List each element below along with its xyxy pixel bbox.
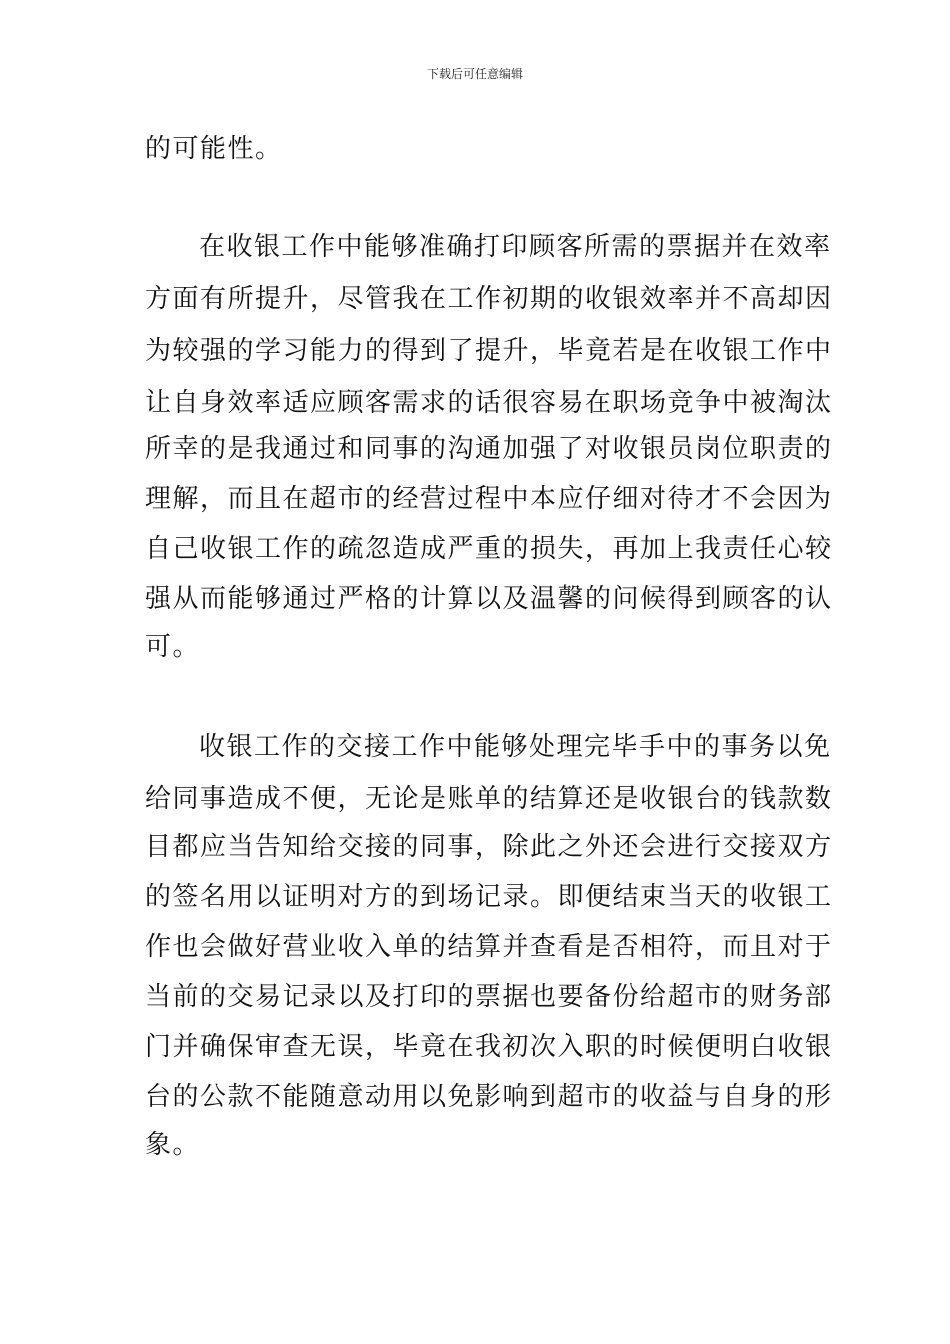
paragraph-first-line: 在收银工作中能够准确打印顾客所需的票据并在效率: [199, 232, 832, 262]
text-line: 所幸的是我通过和同事的沟通加强了对收银员岗位职责的: [145, 434, 833, 464]
text-line: 目都应当告知给交接的同事，除此之外还会进行交接双方: [145, 832, 833, 862]
text-line: 自己收银工作的疏忽造成严重的损失，再加上我责任心较: [145, 534, 833, 564]
text-line: 给同事造成不便，无论是账单的结算还是收银台的钱款数: [145, 784, 833, 814]
paragraph-first-line: 收银工作的交接工作中能够处理完毕手中的事务以免: [199, 732, 832, 762]
text-line: 强从而能够通过严格的计算以及温馨的问候得到顾客的认: [145, 584, 833, 614]
text-line: 为较强的学习能力的得到了提升，毕竟若是在收银工作中: [145, 336, 833, 366]
text-line: 台的公款不能随意动用以免影响到超市的收益与自身的形: [145, 1082, 833, 1112]
text-line: 理解，而且在超市的经营过程中本应仔细对待才不会因为: [145, 484, 833, 514]
text-line: 的可能性。: [145, 134, 283, 164]
text-line: 当前的交易记录以及打印的票据也要备份给超市的财务部: [145, 982, 833, 1012]
text-line: 门并确保审查无误，毕竟在我初次入职的时候便明白收银: [145, 1032, 833, 1062]
text-line: 方面有所提升，尽管我在工作初期的收银效率并不高却因: [145, 284, 833, 314]
page-header-note: 下载后可任意编辑: [426, 67, 523, 81]
text-line: 作也会做好营业收入单的结算并查看是否相符，而且对于: [145, 932, 833, 962]
text-line: 可。: [145, 632, 201, 662]
text-line: 让自身效率适应顾客需求的话很容易在职场竞争中被淘汰: [145, 388, 833, 418]
text-line: 象。: [145, 1130, 201, 1160]
text-line: 的签名用以证明对方的到场记录。即便结束当天的收银工: [145, 882, 833, 912]
